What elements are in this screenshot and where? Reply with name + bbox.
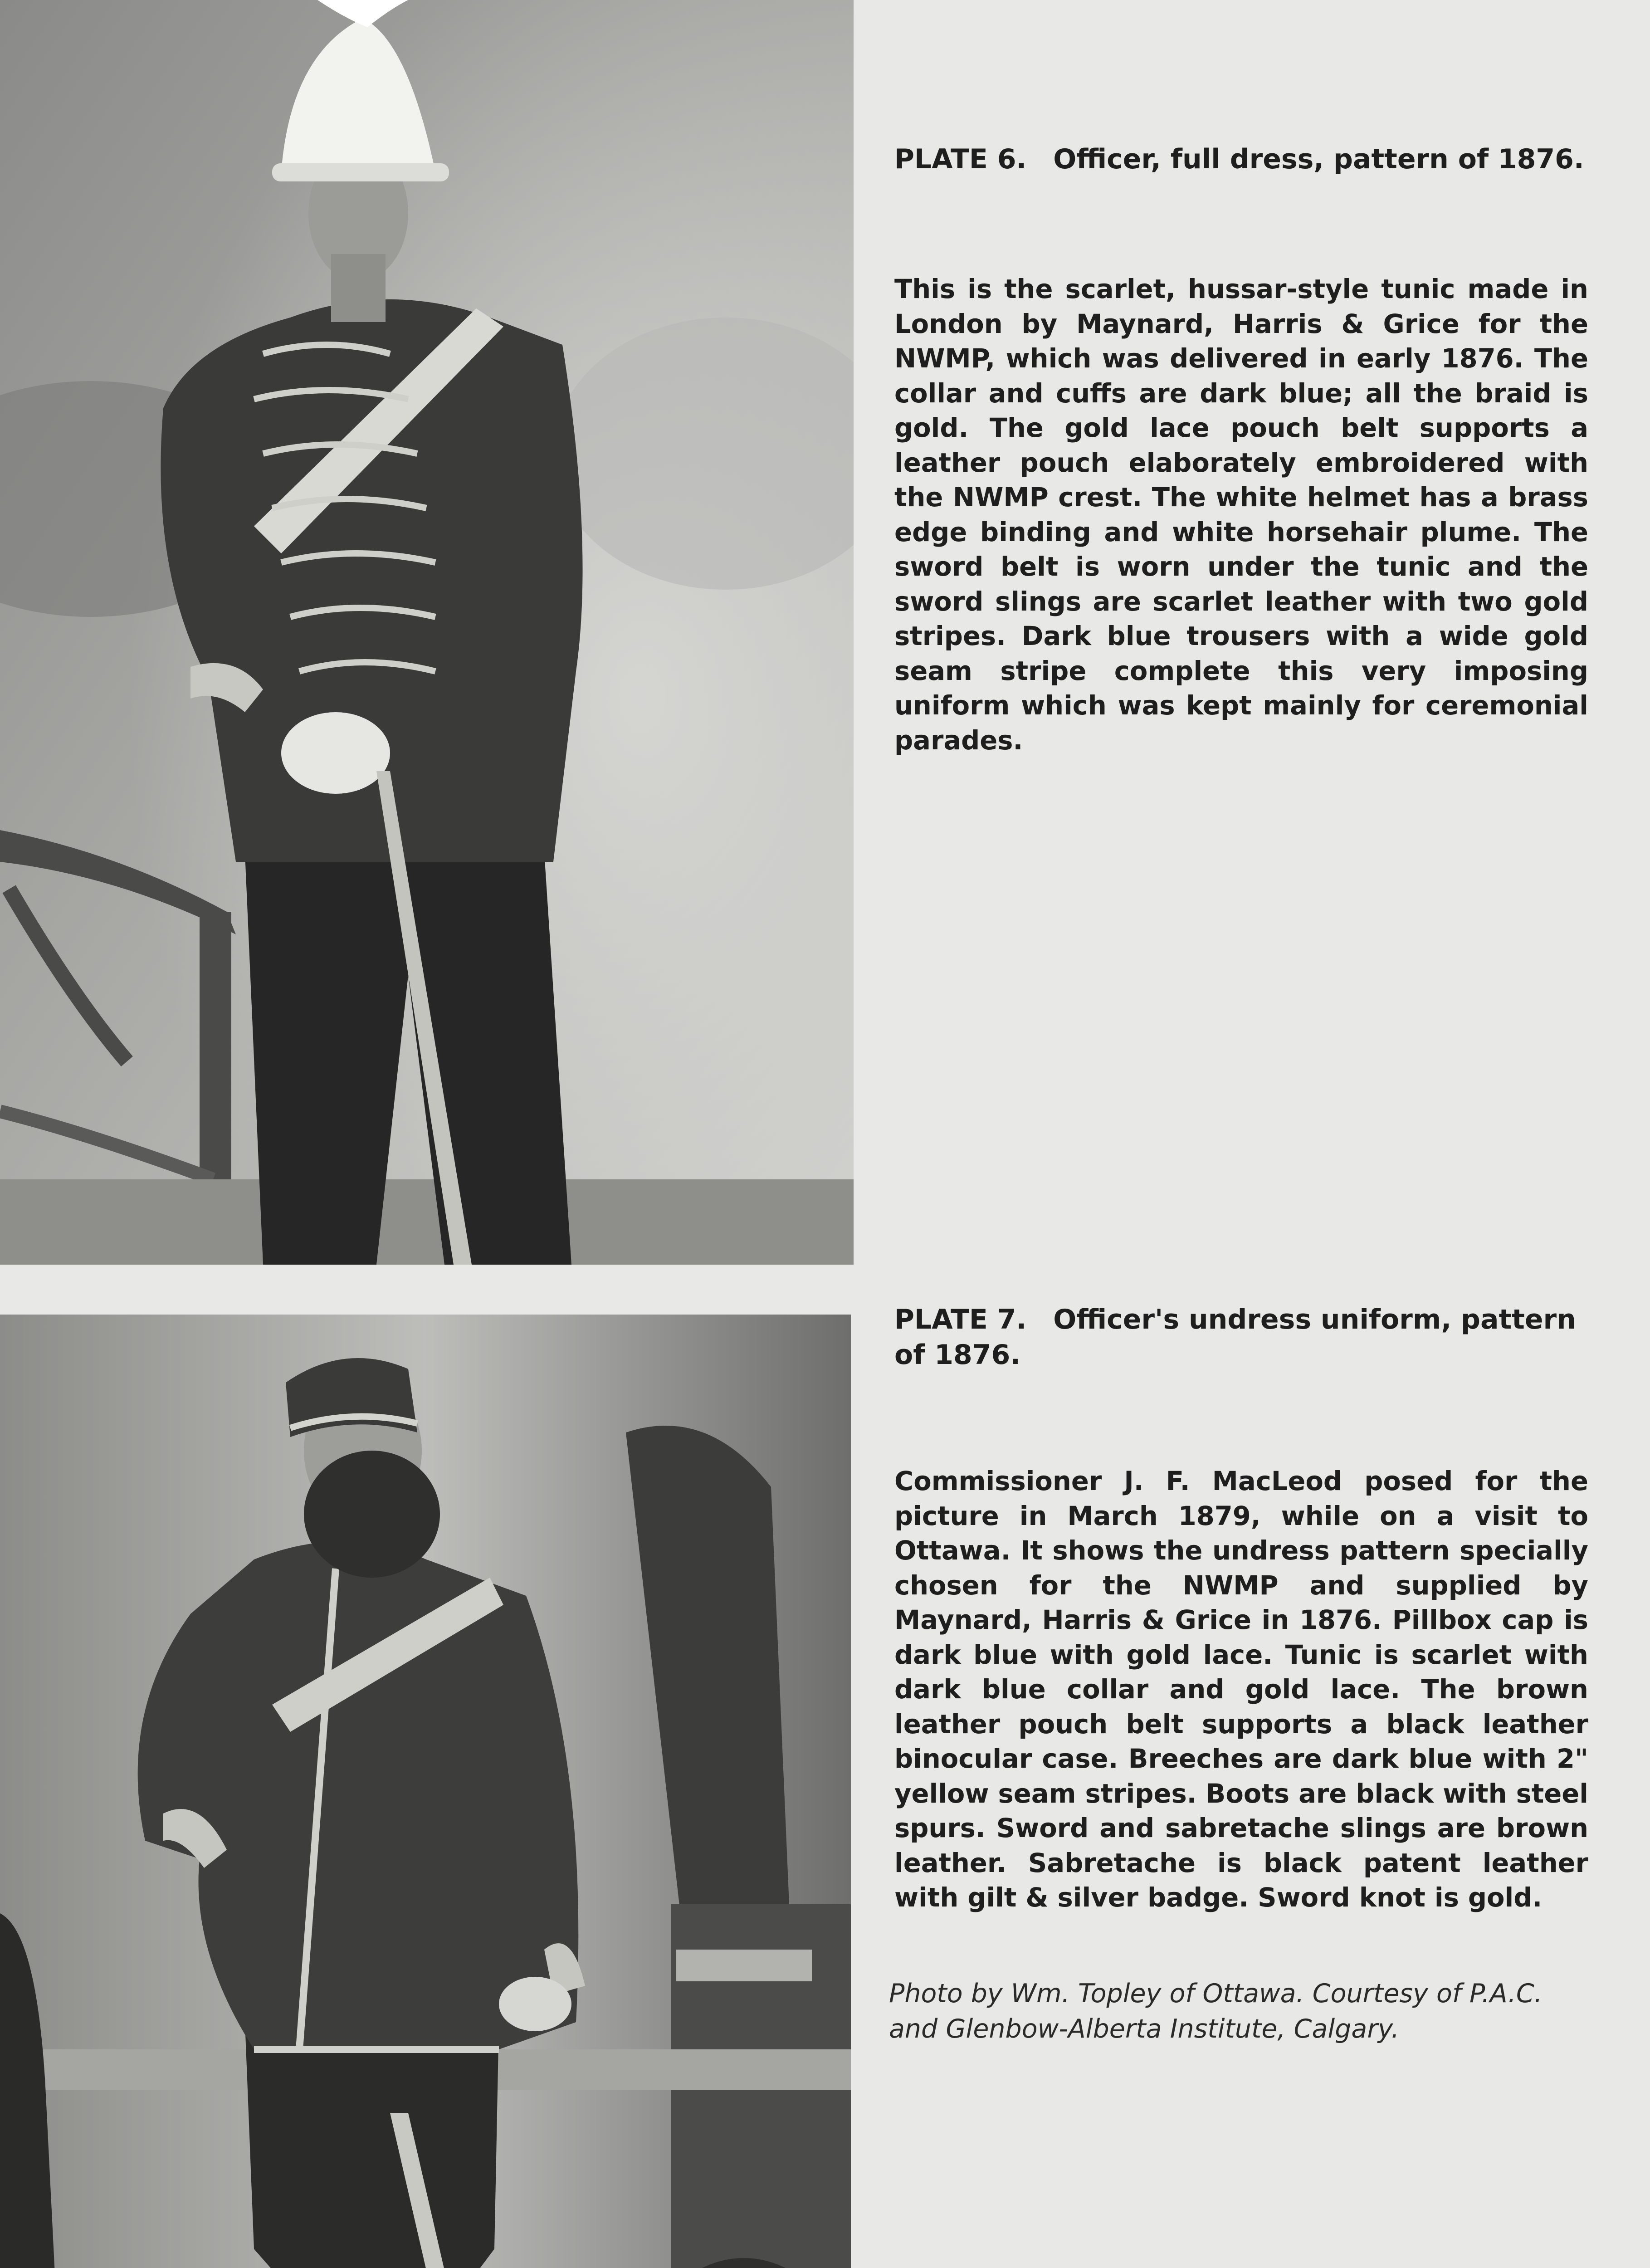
plate-6-title: Officer, full dress, pattern of 1876. [1053, 143, 1584, 175]
plate-6-description: This is the scarlet, hussar-style tunic made in London by Maynard, Harris & Grice for the NWMP, which was delivered in early 1876. The collar and cuffs are dark blue; all the braid is gold. The gold lace pouch belt supports a leather pouch elaborately embroidered with the NWMP crest. The white helmet has a brass edge binding and white horsehair plume. The sword belt is worn under the tunic and the sword slings are scarlet leather with two gold stripes. Dark blue trousers with a wide gold seam stripe complete this very imposing uniform which was kept mainly for ceremonial parades. [894, 274, 1588, 756]
plate-7-description: Commissioner J. F. MacLeod posed for the picture in March 1879, while on a visit to Ottawa. It shows the undress pattern specially chosen for the NWMP and supplied by Maynard, Harris & Grice in 1876. Pillbox cap is dark blue with gold lace. Tunic is scarlet with dark blue collar and gold lace. The brown leather pouch belt supports a black leather binocular case. Breeches are dark blue with 2" yellow seam stripes. Boots are black with steel spurs. Sword and sabretache slings are brown leather. Sabretache is black patent leather with gilt & silver badge. Sword knot is gold. [894, 1466, 1588, 1913]
plate-7-label: PLATE 7. [894, 1304, 1027, 1335]
plate-7-heading [894, 1302, 1588, 1373]
plate-7-photograph [0, 1315, 851, 2268]
plate-7-title: Officer's undress uniform, pattern of 1876. [894, 1304, 1576, 1371]
plate-7-caption [894, 1302, 1588, 1373]
plate-6-caption [894, 142, 1588, 177]
plate-6-photo-image [0, 0, 854, 1265]
plate-7-photo-image [0, 1315, 851, 2268]
plate-6-label: PLATE 6. [894, 143, 1027, 175]
plate-6-heading [894, 142, 1588, 177]
photo-credit: Photo by Wm. Topley of Ottawa. Courtesy of P.A.C. and Glenbow-Alberta Institute, Calgary. [889, 1979, 1543, 2044]
plate-6-photograph [0, 0, 854, 1265]
